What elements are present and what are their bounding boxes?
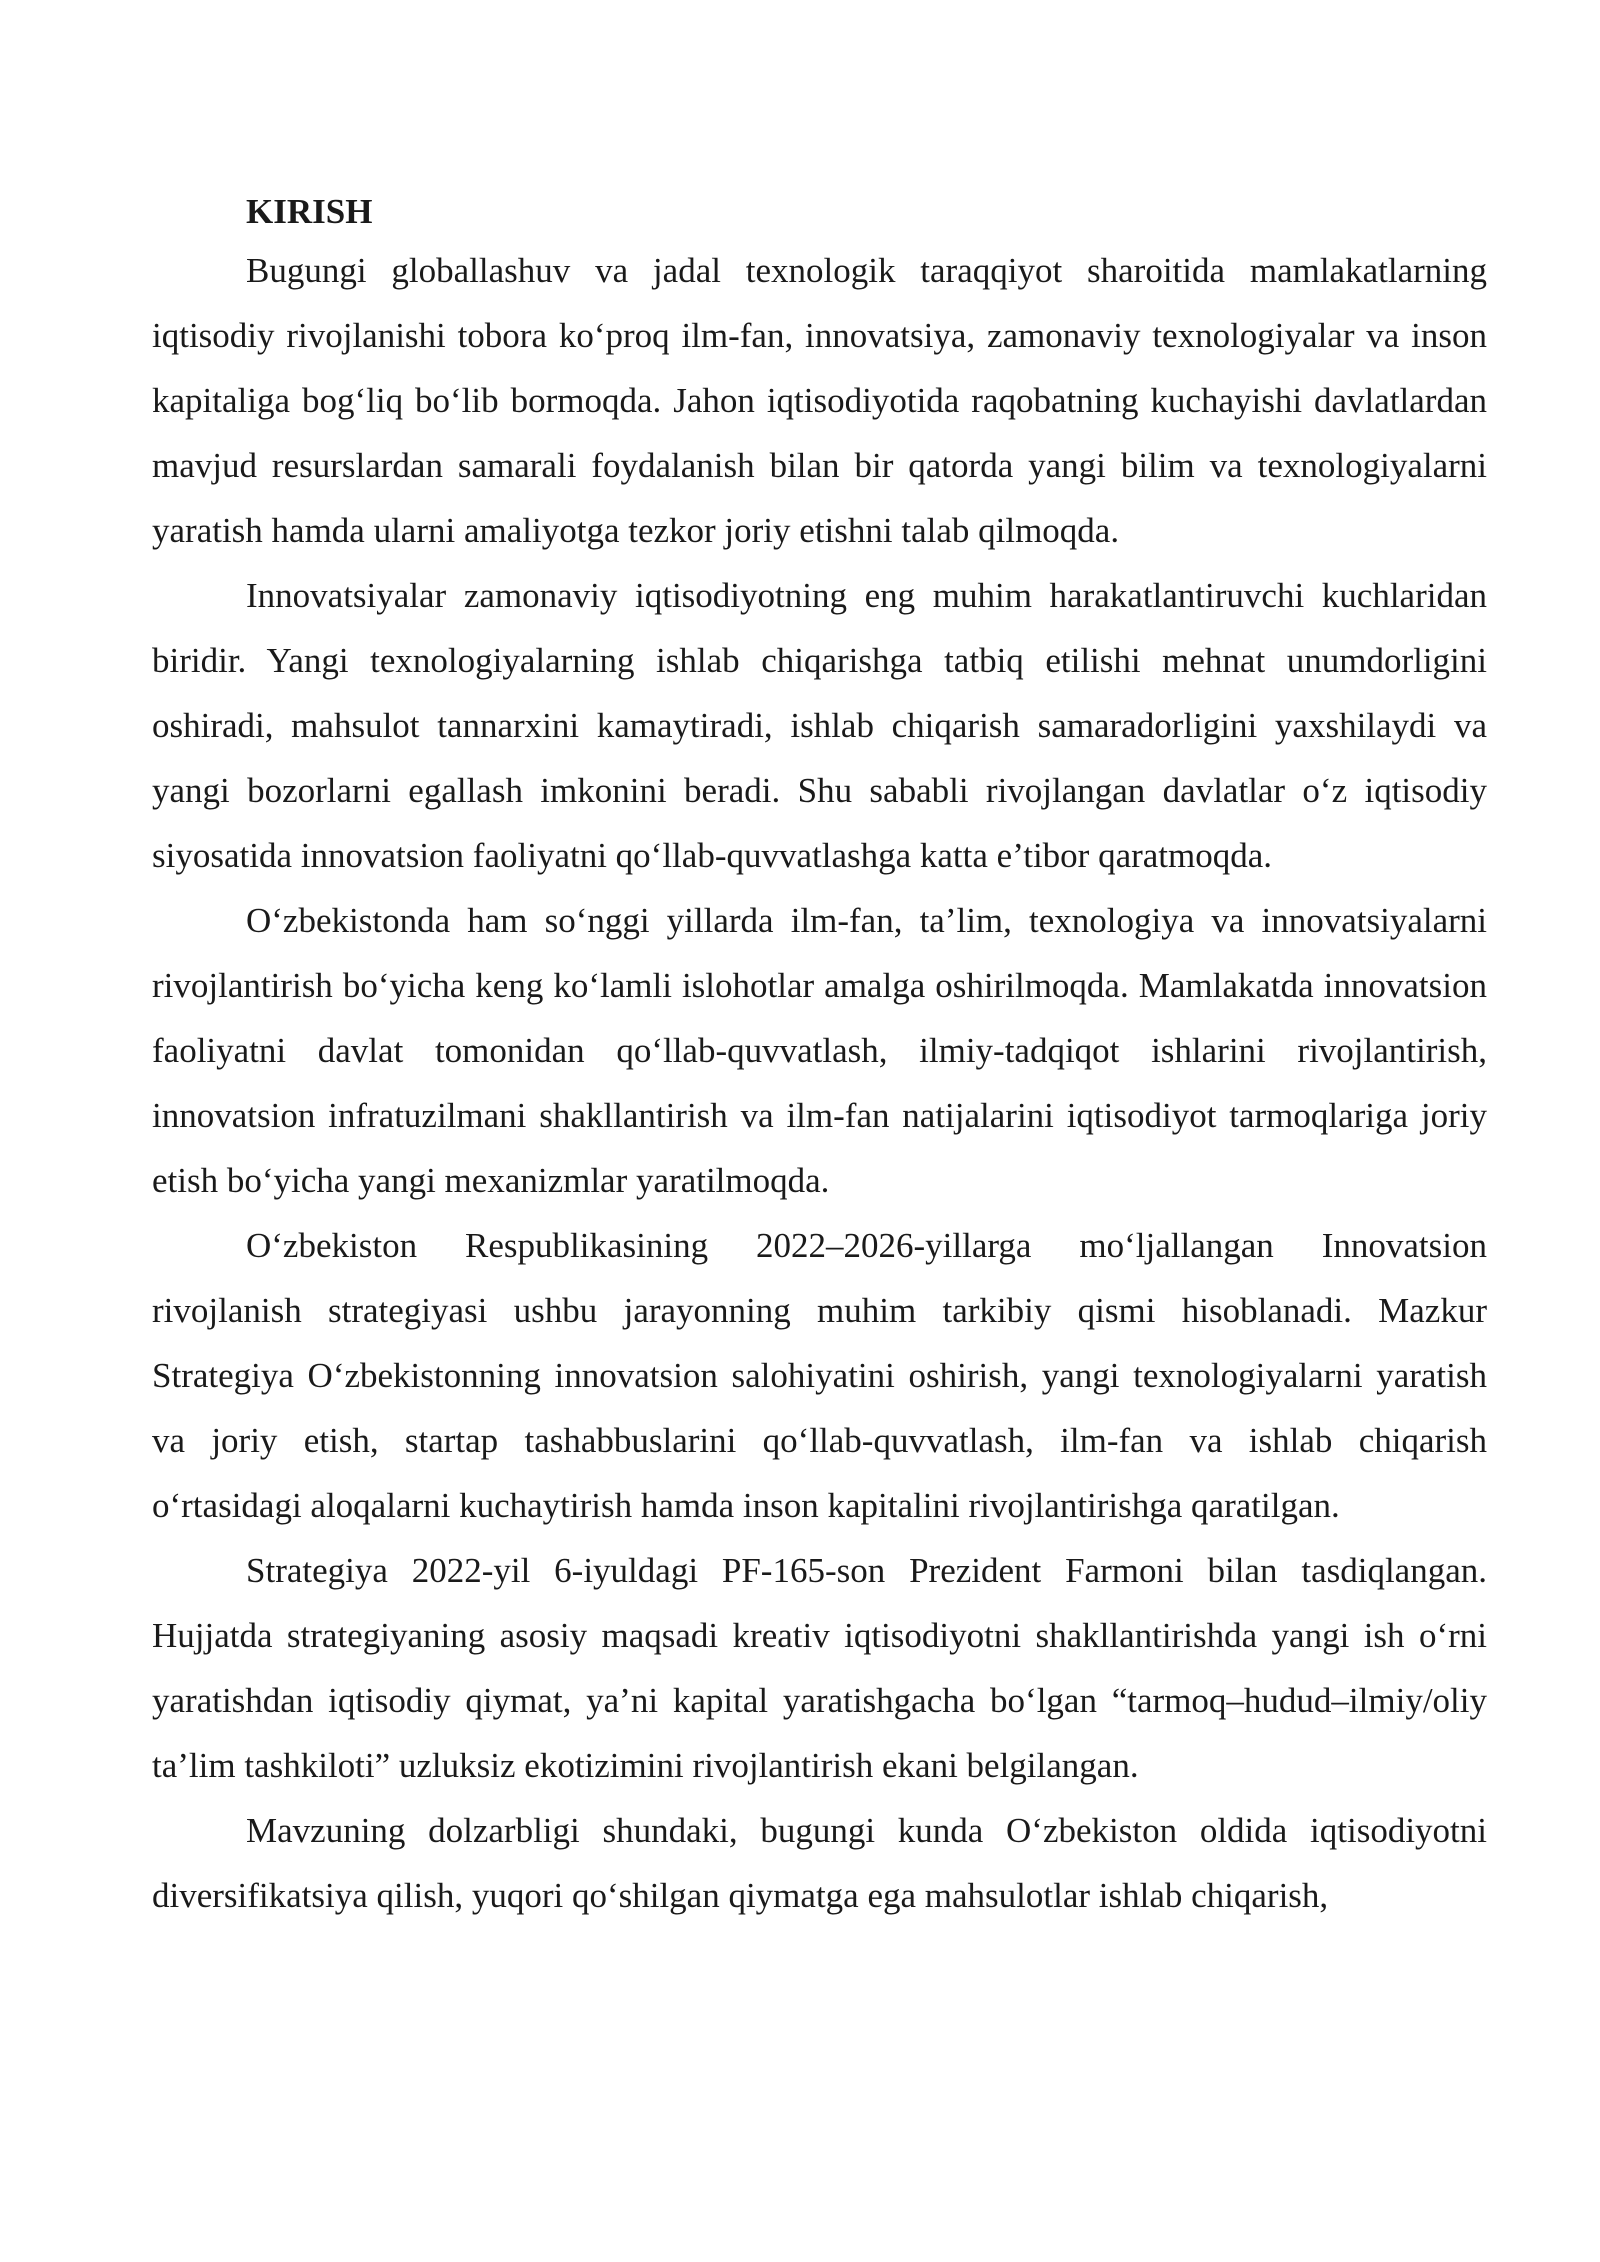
paragraph-decree: Strategiya 2022-yil 6-iyuldagi PF-165-son Prezident Farmoni bilan tasdiqlangan. Hujjatda strategiyaning asosiy maqsadi kreativ iqtisodiyotni shakllantirishda yangi ish o‘rni yaratishdan iqtisodiy qiymat, ya’ni kapital yaratishgacha bo‘lgan “tarmoq–hudud–ilmiy/oliy ta’lim tashkiloti” uzluksiz ekotizimini rivojlantirish ekani belgilangan. (152, 1551, 1487, 1785)
paragraph-innovations: Innovatsiyalar zamonaviy iqtisodiyotning eng muhim harakatlantiruvchi kuchlaridan biridir. Yangi texnologiyalarning ishlab chiqarishga tatbiq etilishi mehnat unumdorligini oshiradi, mahsulot tannarxini kamaytiradi, ishlab chiqarish samaradorligini yaxshilaydi va yangi bozorlarni egallash imkonini beradi. Shu sababli rivojlangan davlatlar o‘z iqtisodiy siyosatida innovatsion faoliyatni qo‘llab-quvvatlashga katta e’tibor qaratmoqda. (152, 576, 1487, 875)
section-heading: KIRISH (246, 192, 373, 231)
paragraph-relevance: Mavzuning dolzarbligi shundaki, bugungi kunda O‘zbekiston oldida iqtisodiyotni diversifikatsiya qilish, yuqori qo‘shilgan qiymatga ega mahsulotlar ishlab chiqarish, (152, 1811, 1487, 1915)
paragraph-strategy: O‘zbekiston Respublikasining 2022–2026-yillarga mo‘ljallangan Innovatsion rivojlanish strategiyasi ushbu jarayonning muhim tarkibiy qismi hisoblanadi. Mazkur Strategiya O‘zbekistonning innovatsion salohiyatini oshirish, yangi texnologiyalarni yaratish va joriy etish, startap tashabbuslarini qo‘llab-quvvatlash, ilm-fan va ishlab chiqarish o‘rtasidagi aloqalarni kuchaytirish hamda inson kapitalini rivojlantirishga qaratilgan. (152, 1226, 1487, 1525)
paragraph-uzbekistan-reforms: O‘zbekistonda ham so‘nggi yillarda ilm-fan, ta’lim, texnologiya va innovatsiyalarni rivojlantirish bo‘yicha keng ko‘lamli islohotlar amalga oshirilmoqda. Mamlakatda innovatsion faoliyatni davlat tomonidan qo‘llab-quvvatlash, ilmiy-tadqiqot ishlarini rivojlantirish, innovatsion infratuzilmani shakllantirish va ilm-fan natijalarini iqtisodiyot tarmoqlariga joriy etish bo‘yicha yangi mexanizmlar yaratilmoqda. (152, 901, 1487, 1200)
paragraph-globalization: Bugungi globallashuv va jadal texnologik taraqqiyot sharoitida mamlakatlarning iqtisodiy rivojlanishi tobora ko‘proq ilm-fan, innovatsiya, zamonaviy texnologiyalar va inson kapitaliga bog‘liq bo‘lib bormoqda. Jahon iqtisodiyotida raqobatning kuchayishi davlatlardan mavjud resurslardan samarali foydalanish bilan bir qatorda yangi bilim va texnologiyalarni yaratish hamda ularni amaliyotga tezkor joriy etishni talab qilmoqda. (152, 251, 1487, 550)
document-body (152, 186, 1487, 1928)
